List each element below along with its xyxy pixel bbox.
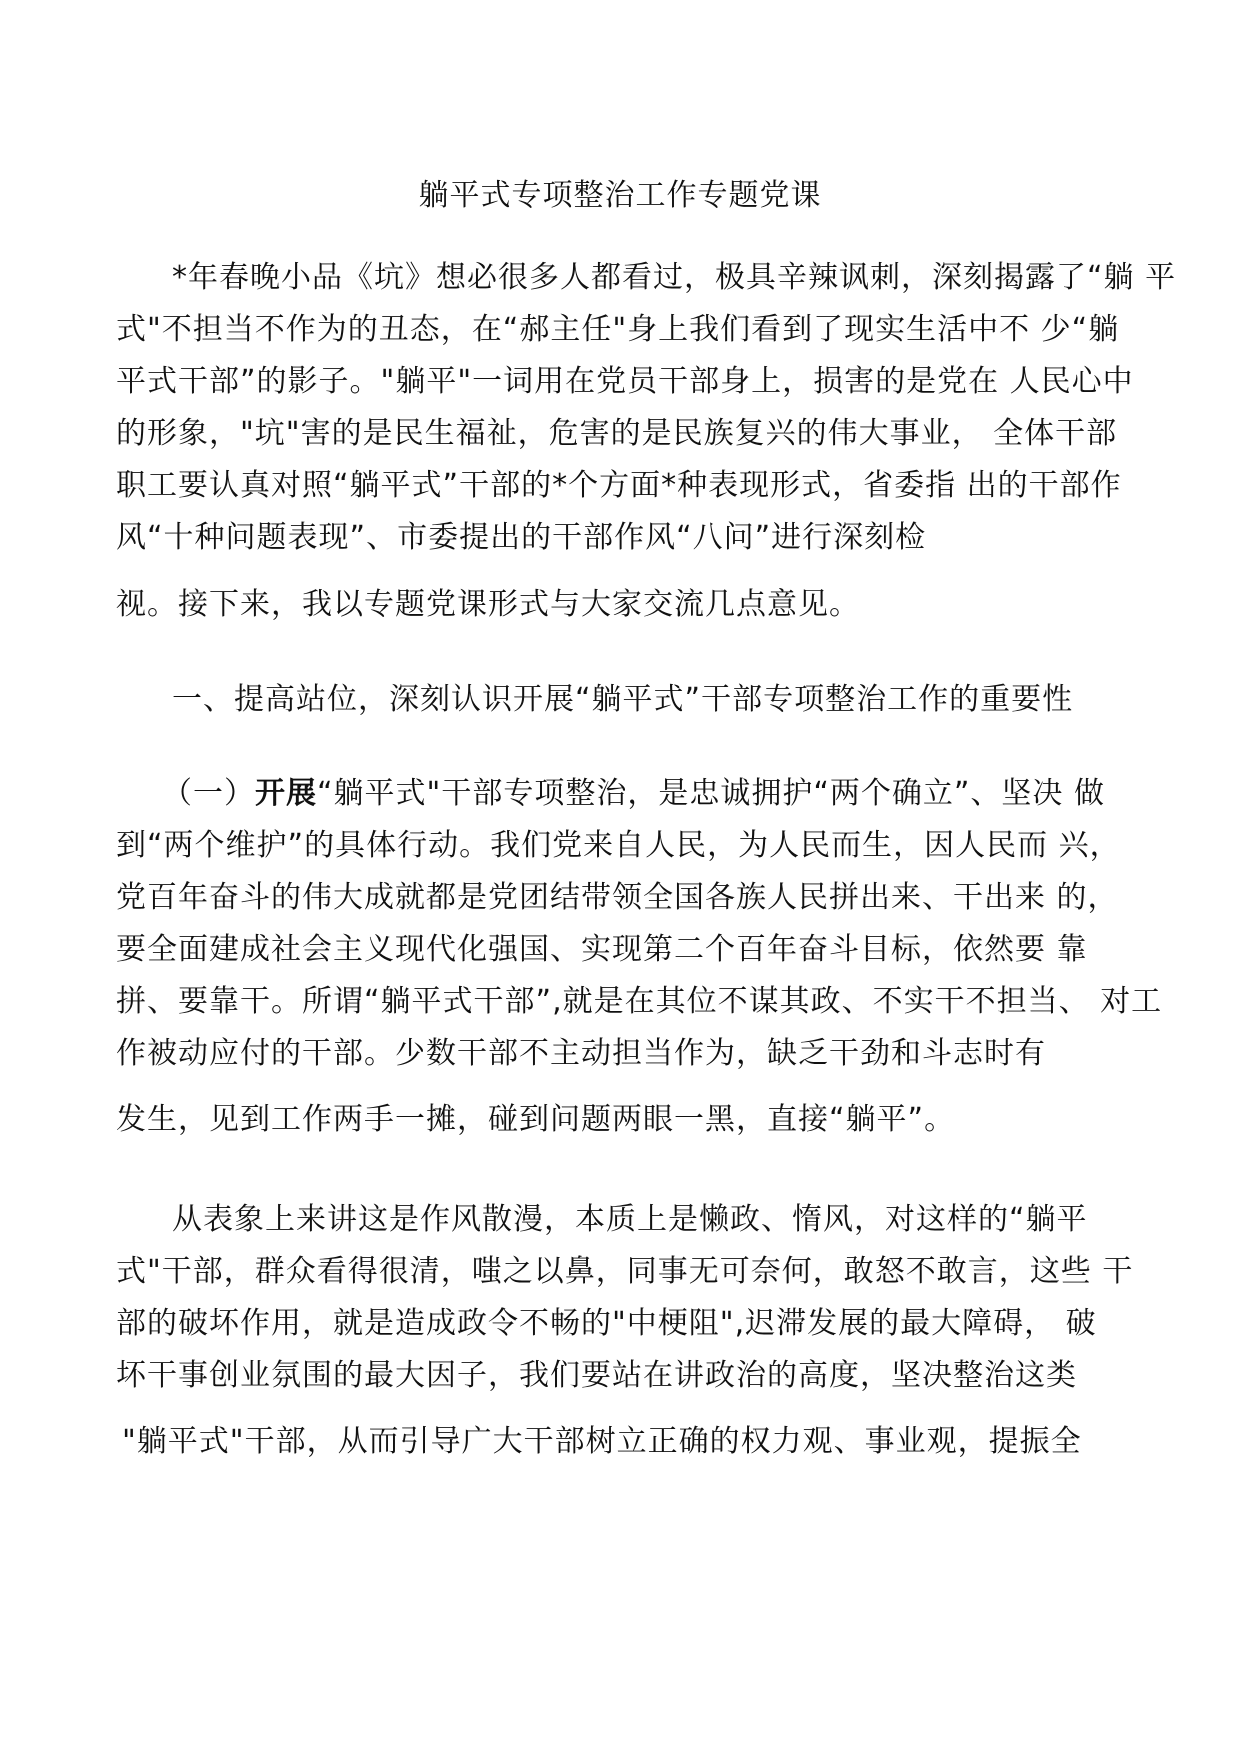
para3-line-5: "躺平式"干部，从而引导广大干部树立正确的权力观、事业观，提振全 xyxy=(122,1424,1082,1459)
subsection-1-line-7: 发生，见到工作两手一摊，碰到问题两眼一黑，直接“躺平”。 xyxy=(116,1102,956,1137)
subsection-marker: （一） xyxy=(162,776,255,811)
intro-line-5: 职工要认真对照“躺平式”干部的*个方面*种表现形式，省委指 出的干部作 xyxy=(116,468,1122,503)
subsection-1-line-5: 拼、要靠干。所谓“躺平式干部”,就是在其位不谋其政、不实干不担当、 对工 xyxy=(116,984,1163,1019)
intro-line-7: 视。接下来，我以专题党课形式与大家交流几点意见。 xyxy=(116,587,860,622)
subsection-1-line-6: 作被动应付的干部。少数干部不主动担当作为，缺乏干劲和斗志时有 xyxy=(116,1036,1046,1071)
para3-line-1: 从表象上来讲这是作风散漫，本质上是懒政、惰风，对这样的“躺平 xyxy=(172,1202,1088,1237)
subsection-1-line-3: 党百年奋斗的伟大成就都是党团结带领全国各族人民拼出来、干出来 的， xyxy=(116,880,1119,915)
subsection-1-line-1: “躺平式"干部专项整治，是忠诚拥护“两个确立”、坚决 做 xyxy=(317,776,1105,811)
para3-line-3: 部的破坏作用，就是造成政令不畅的"中梗阻",迟滞发展的最大障碍， 破 xyxy=(116,1306,1097,1341)
subsection-1-first-line xyxy=(162,774,1105,814)
intro-line-1: *年春晚小品《坑》想必很多人都看过，极具辛辣讽刺，深刻揭露了“躺 平 xyxy=(172,260,1177,295)
section-heading-1: 一、提高站位，深刻认识开展“躺平式”干部专项整治工作的重要性 xyxy=(172,682,1074,717)
intro-line-6: 风“十种问题表现”、市委提出的干部作风“八问”进行深刻检 xyxy=(116,520,927,555)
document-title: 躺平式专项整治工作专题党课 xyxy=(418,178,822,213)
subsection-1-line-2: 到“两个维护”的具体行动。我们党来自人民，为人民而生，因人民而 兴， xyxy=(116,828,1121,863)
para3-line-2: 式"干部，群众看得很清，嗤之以鼻，同事无可奈何，敢怒不敢言，这些 干 xyxy=(116,1254,1134,1289)
subsection-1-line-4: 要全面建成社会主义现代化强国、实现第二个百年奋斗目标，依然要 靠 xyxy=(116,932,1088,967)
para3-line-4: 坏干事创业氛围的最大因子，我们要站在讲政治的高度，坚决整治这类 xyxy=(116,1358,1077,1393)
subsection-bold-lead: 开展 xyxy=(255,776,317,811)
intro-line-3: 平式干部”的影子。"躺平"一词用在党员干部身上，损害的是党在 人民心中 xyxy=(116,364,1134,399)
intro-line-4: 的形象，"坑"害的是民生福祉，危害的是民族复兴的伟大事业， 全体干部 xyxy=(116,416,1118,451)
intro-line-2: 式"不担当不作为的丑态，在“郝主任"身上我们看到了现实生活中不 少“躺 xyxy=(116,312,1120,347)
